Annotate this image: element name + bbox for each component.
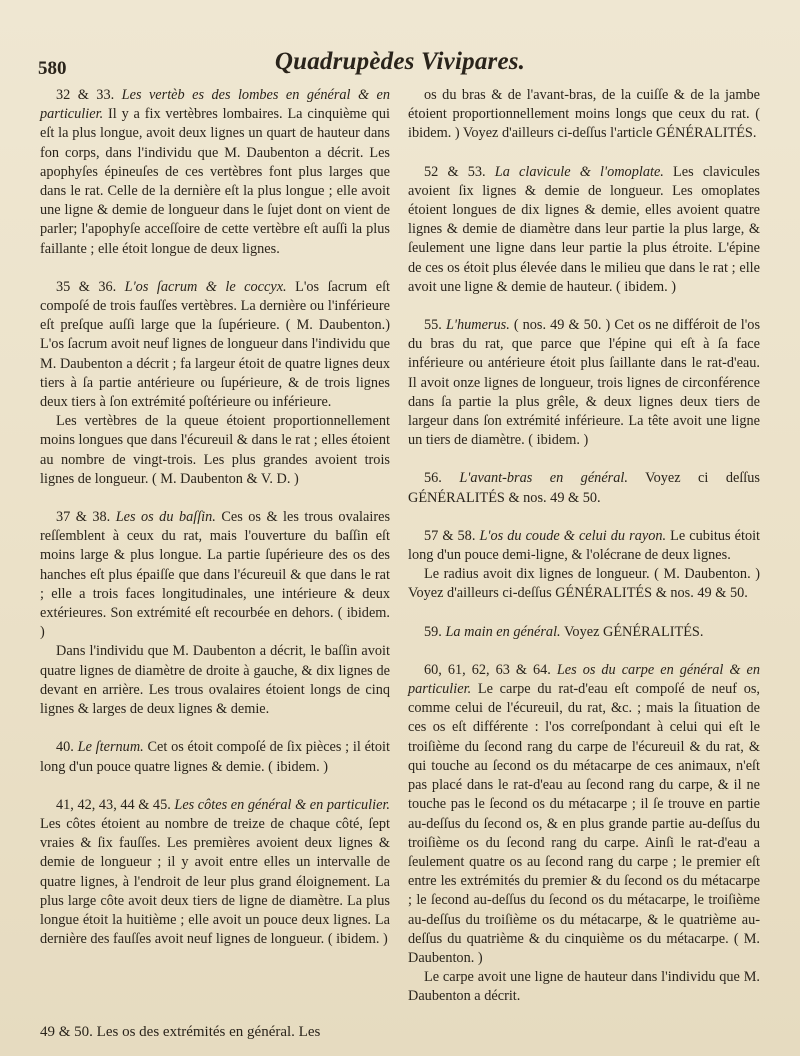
paragraph: [40, 508, 390, 642]
paragraph-number: 37 & 38.: [56, 509, 111, 526]
paragraph-body: Le carpe avoit une ligne de hauteur dans l'individu que M. Daubenton a décrit.: [408, 969, 760, 1005]
paragraph-gap: [408, 642, 760, 661]
paragraph-number: 40.: [56, 739, 74, 756]
paragraph: [408, 163, 760, 297]
paragraph-gap: [408, 144, 760, 163]
paragraph-number: 52 & 53.: [424, 163, 486, 180]
paragraph-title: L'humerus.: [445, 317, 510, 334]
paragraph-body: Voyez ci deſſus GÉNÉRALITÉS & nos. 49 & 50.: [408, 470, 760, 506]
paragraph-title: L'os ſacrum & le coccyx.: [124, 278, 287, 295]
paragraph: [40, 86, 390, 259]
paragraph-gap: [40, 489, 390, 508]
paragraph-body: Le cubitus étoit long d'un pouce demi-ligne, & l'olécrane de deux lignes.: [408, 527, 761, 564]
page-number: 580: [38, 58, 67, 79]
paragraph: [408, 469, 760, 507]
paragraph-body: Dans l'individu que M. Daubenton a décrit, le baſſin avoit quatre lignes de diamètre de droite à gauche, & dix lignes de devant en arrière. Les trous ovalaires étoient longs de cinq lignes & larges de deux lignes & demie.: [40, 643, 390, 718]
paragraph-gap: [408, 297, 760, 316]
paragraph: [40, 796, 390, 950]
paragraph: [408, 968, 760, 1006]
left-column: [40, 86, 390, 949]
paragraph-gap: [40, 777, 390, 796]
paragraph: [40, 642, 390, 719]
paragraph-title: L'avant-bras en général.: [459, 470, 628, 487]
paragraph-title: Les vertèb es des lombes en général & en particulier.: [40, 87, 391, 123]
paragraph: [408, 623, 760, 642]
paragraph: [408, 565, 760, 603]
right-column: [408, 86, 760, 1007]
paragraph-number: 59.: [424, 623, 442, 640]
paragraph-title: Les os du carpe en général & en particulier.: [408, 661, 760, 698]
paragraph-title: L'os du coude & celui du rayon.: [479, 527, 667, 544]
paragraph-number: 35 & 36.: [56, 278, 117, 295]
paragraph-title: La clavicule & l'omoplate.: [494, 163, 664, 180]
paragraph-number: 60, 61, 62, 63 & 64.: [424, 661, 551, 678]
paragraph-body: L'os ſacrum eſt compoſé de trois fauſſes vertèbres. La dernière ou l'inférieure eſt preſque auſſi large que la ſupérieure. ( M. Daubenton.) L'os ſacrum avoit neuf lignes de longueur dans l'individu que M. Daubenton a décrit ; fa largeur étoit de quatre lignes deux tiers à ſa partie antérieure ou ſupérieure, & de trois lignes deux tiers à ſon extrémité poſtérieure ou inférieure.: [40, 278, 391, 411]
paragraph-body: Les côtes étoient au nombre de treize de chaque côté, ſept vraies & ſix fauſſes. Les premières avoient deux lignes & demie de longueur ; il y avoit entre elles un intervalle de quatre lignes, à l'endroit de leur plus grand éloignement. La plus large côte avoit deux tiers de ligne de diamètre. La plus longue étoit la huitième ; elle avoit un pouce deux lignes. La dernière des fauſſes avoit neuf lignes de longueur. ( ibidem. ): [40, 815, 390, 948]
paragraph-body: Le carpe du rat-d'eau eſt compoſé de neuf os, comme celui de l'écureuil, du rat, &c. ; mais la ſituation de ces os eſt différente : l'os correſpondant à celui qui eſt le troiſième du ſecond rang du carpe de l'écureuil & du rat, & qui touche au ſecond os du métacarpe de ces animaux, n'eſt pas placé dans le rat-d'eau au ſecond rang du carpe, & il ne touche pas le ſecond os du métacarpe ; il ſe trouve en partie au-deſſus du ſecond os, & en plus grande partie au-deſſus du troiſième os du ſecond rang du carpe. Ainſi le rat-d'eau a ſeulement quatre os au ſecond rang du carpe ; le premier eſt entre les extrémités du premier & du ſecond os du métacarpe ; le ſecond au-deſſus du ſecond os du métacarpe, le troiſième au-deſſus du troiſième os du métacarpe, & le quatrième au-deſſus du quatrième & du cinquième os du métacarpe. ( M. Daubenton. ): [408, 681, 760, 966]
paragraph: [408, 527, 760, 565]
paragraph: [40, 278, 390, 412]
paragraph-number: 57 & 58.: [424, 527, 476, 544]
paragraph-title: Les os du baſſin.: [115, 509, 216, 526]
page-header: [0, 42, 800, 82]
paragraph-body: Il y a fix vertèbres lombaires. La cinquième qui eſt la plus longue, avoit deux lignes un quart de hauteur dans fon corps, dans l'individu que M. Daubenton a décrit. Les apophyſes épineuſes de ces vertèbres font plus larges que dans le rat. Celle de la dernière eſt la plus longue ; elle avoit une ligne & demie de longueur dans le ſujet dont on vient de parler; l'apophyſe acceſſoire de cette vertèbre eſt auſſi la plus faillante ; elle étoit longue de deux lignes.: [40, 106, 390, 257]
paragraph-number: 55.: [424, 317, 442, 334]
paragraph-body: Voyez GÉNÉRALITÉS.: [563, 623, 704, 640]
paragraph-gap: [408, 450, 760, 469]
paragraph-title: La main en général.: [445, 623, 561, 640]
paragraph-number: 32 & 33.: [56, 87, 115, 103]
paragraph: [40, 412, 390, 489]
paragraph: [408, 661, 760, 968]
catchline: [40, 1024, 390, 1041]
paragraph-body: Les clavicules avoient ſix lignes & demie de longueur. Les omoplates étoient longues de dix lignes & demie, elles avoient quatre lignes & demie de diamètre dans leur partie la plus large, & ſeulement une ligne dans leur partie la plus étroite. L'épine de ces os étoit plus élevée dans le milieu que dans le rat ; elle avoit une ligne & demie de hauteur. ( ibidem. ): [408, 163, 760, 295]
paragraph-gap: [408, 508, 760, 527]
paragraph-gap: [40, 259, 390, 278]
paragraph-body: os du bras & de l'avant-bras, de la cuiſſe & de la jambe étoient proportionnellement moins longs que ceux du rat. ( ibidem. ) Voyez d'ailleurs ci-deſſus l'article GÉNÉRALITÉS.: [408, 87, 760, 142]
paragraph-number: 41, 42, 43, 44 & 45.: [56, 796, 171, 813]
paragraph: [408, 316, 760, 450]
paragraph-number: 56.: [424, 470, 442, 487]
catchline-text: 49 & 50. Les os des extrémités en général. Les: [40, 1024, 321, 1040]
paragraph-gap: [40, 719, 390, 738]
paragraph-body: Cet os étoit compoſé de ſix pièces ; il étoit long d'un pouce quatre lignes & demie. ( ibidem. ): [40, 739, 391, 775]
paragraph: [408, 86, 760, 144]
paragraph-body: Ces os & les trous ovalaires reſſemblent à ceux du rat, mais l'ouverture du baſſin eſt moins large & plus longue. La partie ſupérieure des os des hanches eſt plus épaiſſe que dans l'écureuil & que dans le rat ; elle a trois faces longitudinales, une intérieure & deux extérieures. Son extrémité eſt recourbée en dehors. ( ibidem. ): [40, 509, 391, 641]
paragraph-body: Les vertèbres de la queue étoient proportionnellement moins longues que dans l'écureuil & dans le rat ; elles étoient au nombre de vingt-trois. Les plus grandes avoient trois lignes de longueur. ( M. Daubenton & V. D. ): [40, 413, 390, 487]
paragraph-body: ( nos. 49 & 50. ) Cet os ne différoit de l'os du bras du rat, que parce que l'épine qui eſt à ſa face inférieure ou antérieure étoit plus ſaillante dans le rat-d'eau. Il avoit onze lignes de longueur, trois lignes de circonférence dans ſa partie la plus grêle, & deux lignes deux tiers de largeur dans ſon extrémité inférieure. La tête avoit une ligne un tiers de diamètre. ( ibidem. ): [408, 317, 761, 449]
paragraph-title: Le ſternum.: [77, 739, 144, 756]
paragraph: [40, 738, 390, 776]
paragraph-body: Le radius avoit dix lignes de longueur. ( M. Daubenton. ) Voyez d'ailleurs ci-deſſus GÉNÉRALITÉS & nos. 49 & 50.: [408, 566, 760, 602]
paragraph-gap: [408, 604, 760, 623]
paragraph-title: Les côtes en général & en particulier.: [174, 796, 390, 813]
running-head: Quadrupèdes Vivipares.: [274, 48, 526, 75]
